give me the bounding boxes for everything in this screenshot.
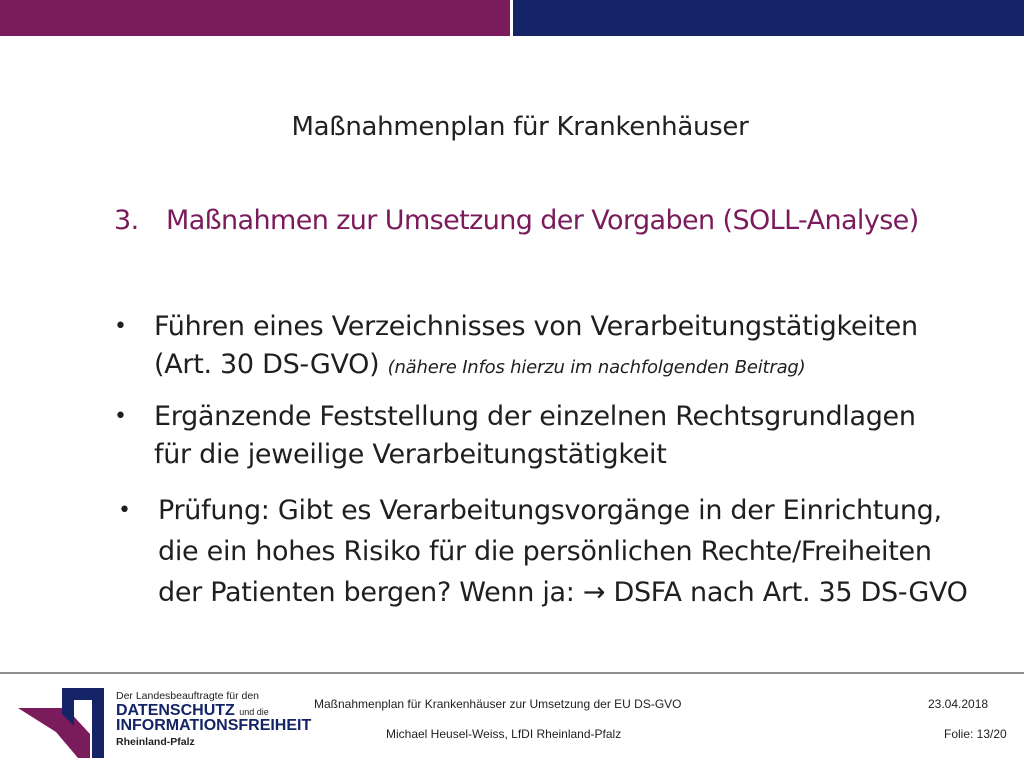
footer-title: Maßnahmenplan für Krankenhäuser zur Umsetzung der EU DS-GVO [314,697,682,711]
bullet-line: Ergänzende Feststellung der einzelnen Rechtsgrundlagen [154,401,916,432]
bullet-line-text: (Art. 30 DS-GVO) [154,349,380,380]
logo-line-1: Der Landesbeauftragte für den [116,690,260,702]
slide-title: Maßnahmenplan für Krankenhäuser [291,112,749,142]
bullet-text [154,398,916,474]
footer-date: 23.04.2018 [928,697,989,711]
section-number: 3. [114,205,139,236]
lfdi-logo-mark-icon [18,688,110,758]
lfdi-logo [18,688,312,758]
bullet-text [154,308,918,387]
section-heading [114,205,919,236]
top-bar-purple [0,0,510,36]
bullet-dot: • [118,498,131,523]
bullet-line: Führen eines Verzeichnisses von Verarbeitungstätigkeiten [154,311,918,342]
footer-author: Michael Heusel-Weiss, LfDI Rheinland-Pfalz [386,727,622,741]
bullet-dot: • [114,404,127,429]
logo-line-3: INFORMATIONSFREIHEIT [116,717,312,734]
logo-line-4: Rheinland-Pfalz [116,736,195,748]
logo-datenschutz: DATENSCHUTZ [116,702,235,719]
section-heading-text: Maßnahmen zur Umsetzung der Vorgaben (SOLL-Analyse) [166,205,919,236]
logo-und-die: und die [239,707,269,717]
bullet-text [158,490,968,613]
footer-slide-number: Folie: 13/20 [944,727,1007,741]
bullet-line: für die jeweilige Verarbeitungstätigkeit [154,439,667,470]
bullet-line [154,346,918,387]
bullet-note: (nähere Infos hierzu im nachfolgenden Beitrag) [387,357,806,378]
bullet-line: Prüfung: Gibt es Verarbeitungsvorgänge in der Einrichtung, [158,495,942,526]
bullet-line: der Patienten bergen? Wenn ja: → DSFA nach Art. 35 DS-GVO [158,577,968,608]
footer-divider [0,672,1024,674]
bullet-dot: • [114,314,127,339]
bullet-line: die ein hohes Risiko für die persönlichen Rechte/Freiheiten [158,536,932,567]
top-bar-navy [513,0,1024,36]
